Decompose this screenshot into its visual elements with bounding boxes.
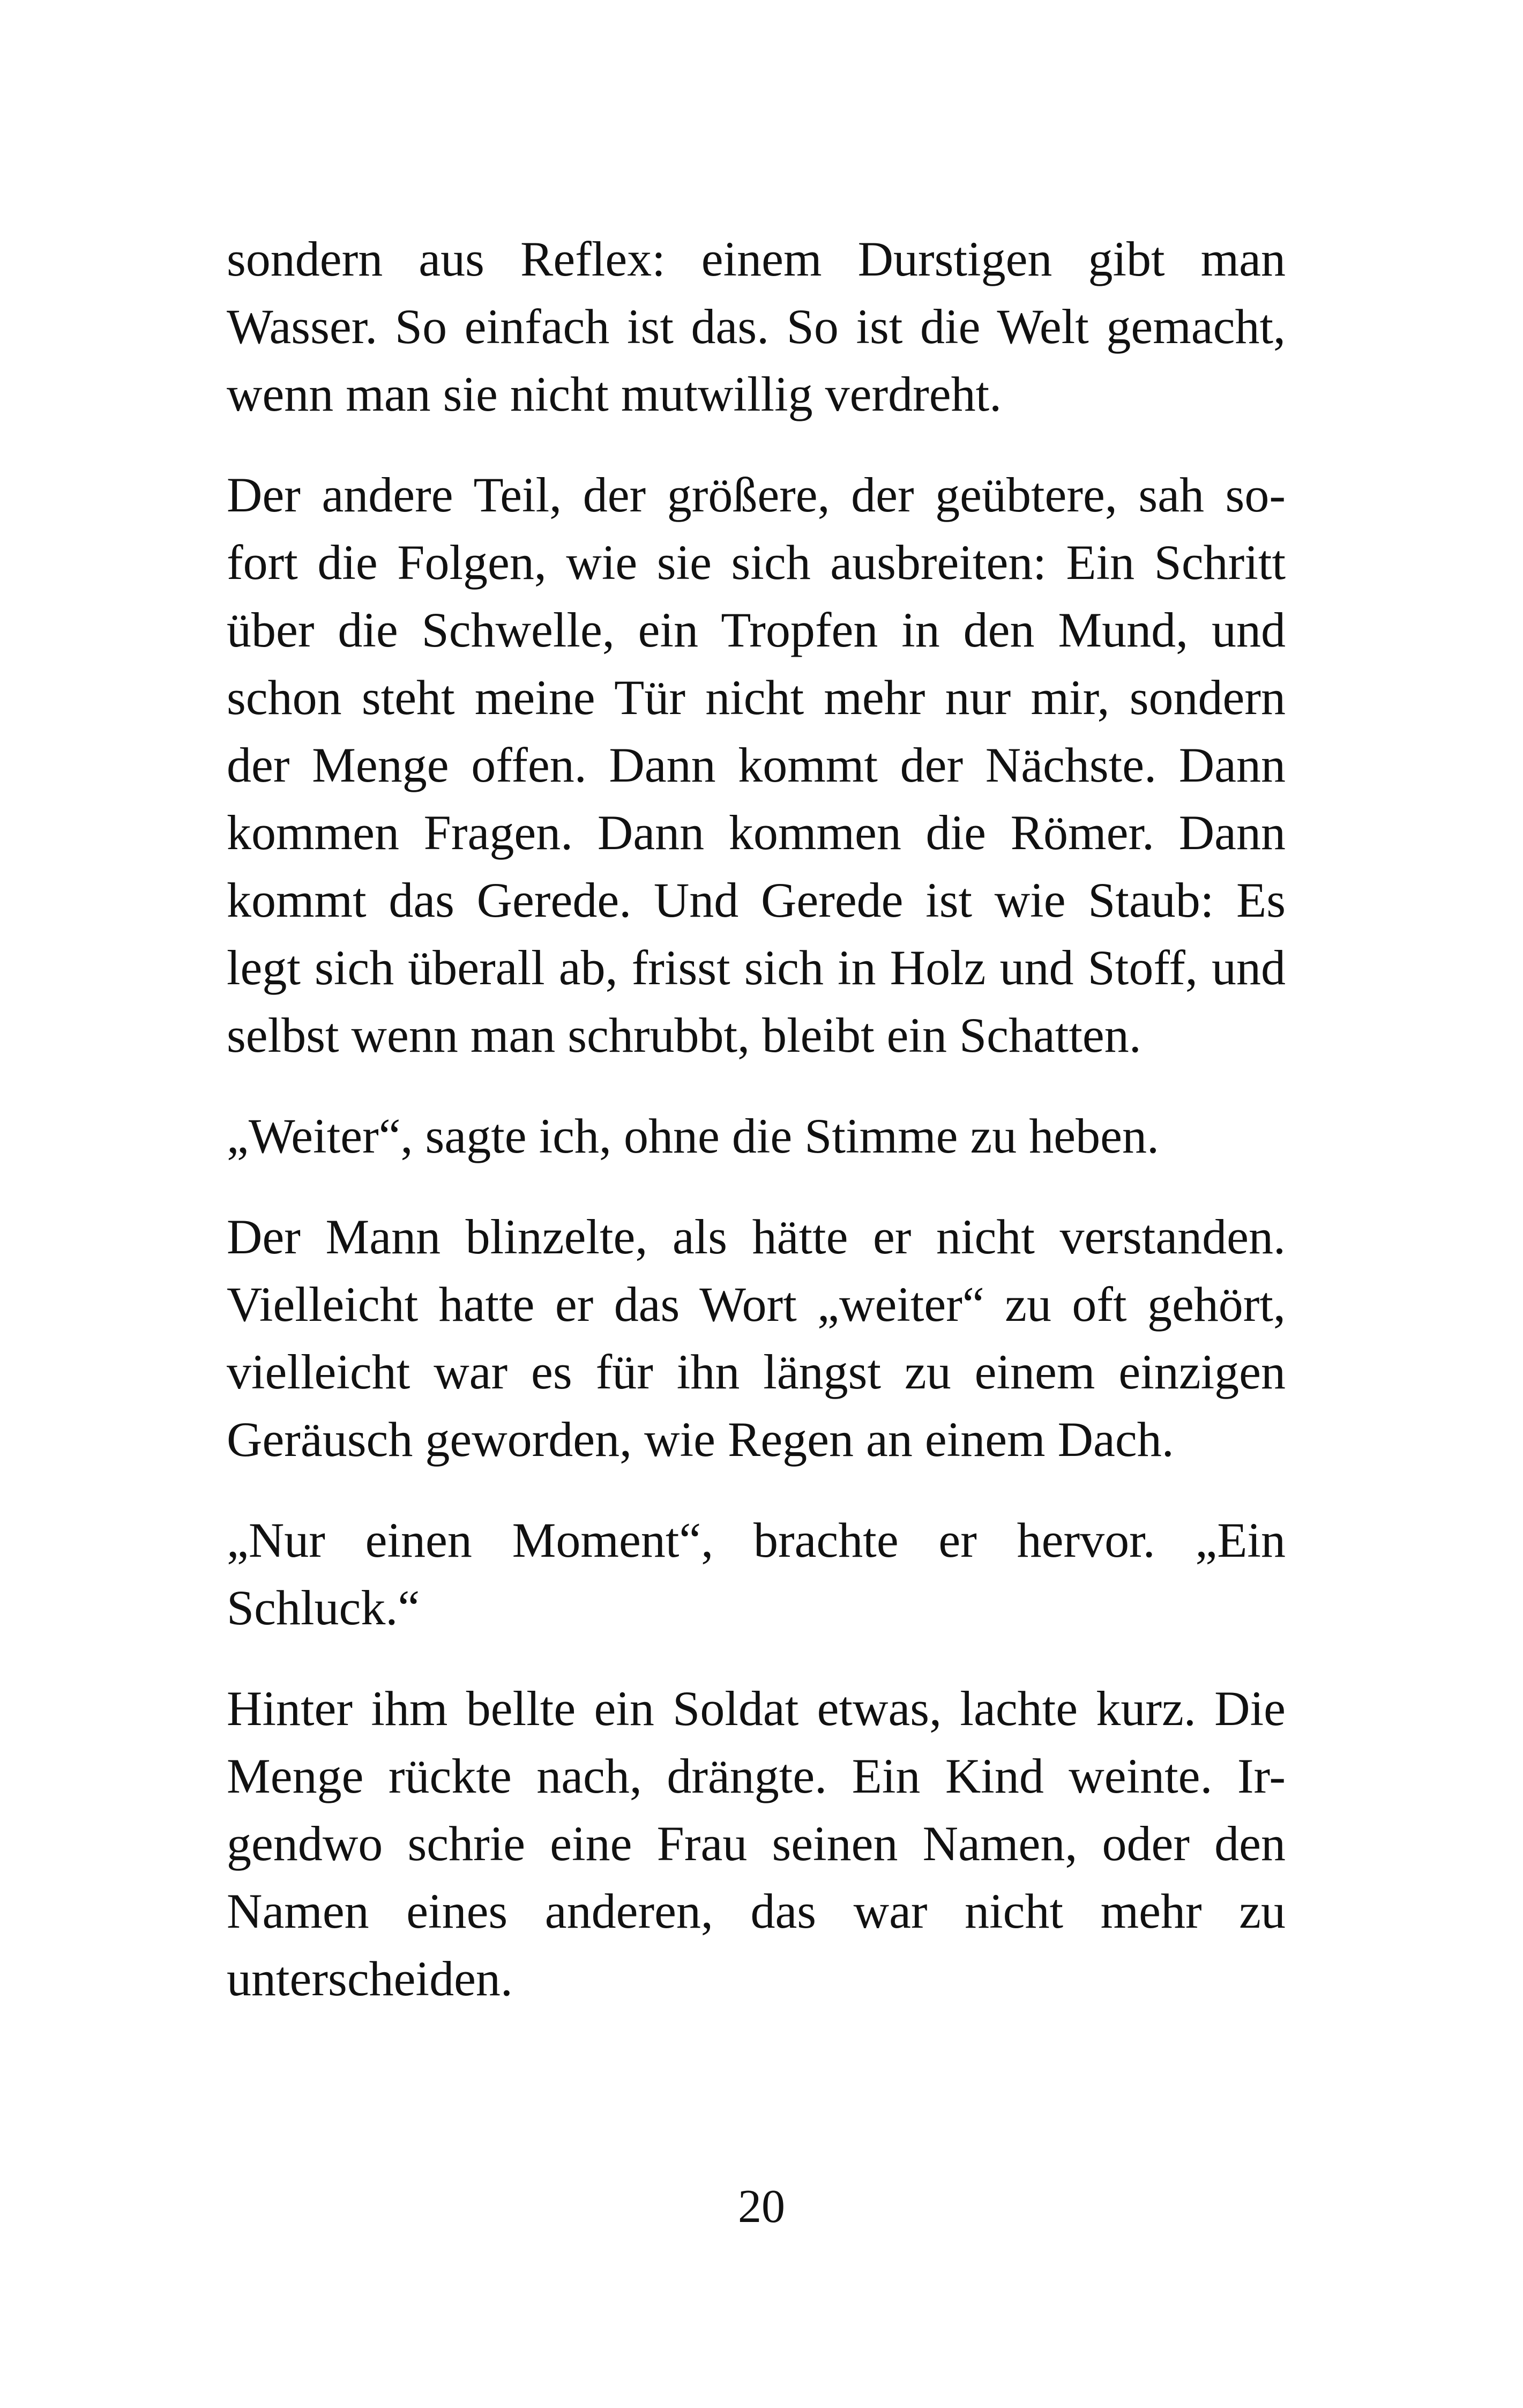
text-line: kommen Fragen. Dann kommen die Römer. Dann [227, 805, 1286, 860]
text-line: schon steht meine Tür nicht mehr nur mir, sondern [227, 670, 1286, 725]
text-line: „Weiter“, sagte ich, ohne die Stimme zu heben. [227, 1109, 1159, 1163]
text-line: der Menge offen. Dann kommt der Nächste. Dann [227, 738, 1286, 792]
paragraph-3 [227, 1102, 1286, 1170]
text-line: Geräusch geworden, wie Regen an einem Dach. [227, 1412, 1174, 1467]
text-line: gendwo schrie eine Frau seinen Namen, oder den [227, 1816, 1286, 1871]
paragraph-5 [227, 1506, 1286, 1641]
text-line: Menge rückte nach, drängte. Ein Kind weinte. Ir- [227, 1749, 1286, 1803]
paragraph-2 [227, 461, 1286, 1069]
text-line: Wasser. So einfach ist das. So ist die Welt gemacht, [227, 299, 1286, 354]
text-line: kommt das Gerede. Und Gerede ist wie Staub: Es [227, 873, 1286, 927]
text-line: fort die Folgen, wie sie sich ausbreiten: Ein Schritt [227, 535, 1286, 590]
text-line: selbst wenn man schrubbt, bleibt ein Schatten. [227, 1008, 1141, 1062]
body-text [227, 225, 1286, 2046]
text-line: über die Schwelle, ein Tropfen in den Mund, und [227, 603, 1286, 657]
text-line: unterscheiden. [227, 1951, 513, 2006]
text-line: Namen eines anderen, das war nicht mehr zu [227, 1884, 1286, 1938]
text-line: Vielleicht hatte er das Wort „weiter“ zu oft gehört, [227, 1277, 1286, 1332]
text-line: „Nur einen Moment“, brachte er hervor. „Ein [227, 1513, 1286, 1567]
text-line: Hinter ihm bellte ein Soldat etwas, lachte kurz. Die [227, 1681, 1286, 1736]
text-line: vielleicht war es für ihn längst zu einem einzigen [227, 1344, 1286, 1399]
paragraph-4 [227, 1203, 1286, 1473]
text-line: wenn man sie nicht mutwillig verdreht. [227, 367, 1002, 421]
paragraph-1 [227, 225, 1286, 428]
text-line: Schluck.“ [227, 1580, 420, 1635]
page-number: 20 [738, 2181, 785, 2233]
text-line: legt sich überall ab, frisst sich in Holz und Stoff, und [227, 940, 1286, 995]
paragraph-6 [227, 1675, 1286, 2012]
text-line: Der andere Teil, der größere, der geübtere, sah so- [227, 467, 1286, 522]
text-line: sondern aus Reflex: einem Durstigen gibt man [227, 232, 1286, 286]
text-line: Der Mann blinzelte, als hätte er nicht verstanden. [227, 1209, 1286, 1264]
